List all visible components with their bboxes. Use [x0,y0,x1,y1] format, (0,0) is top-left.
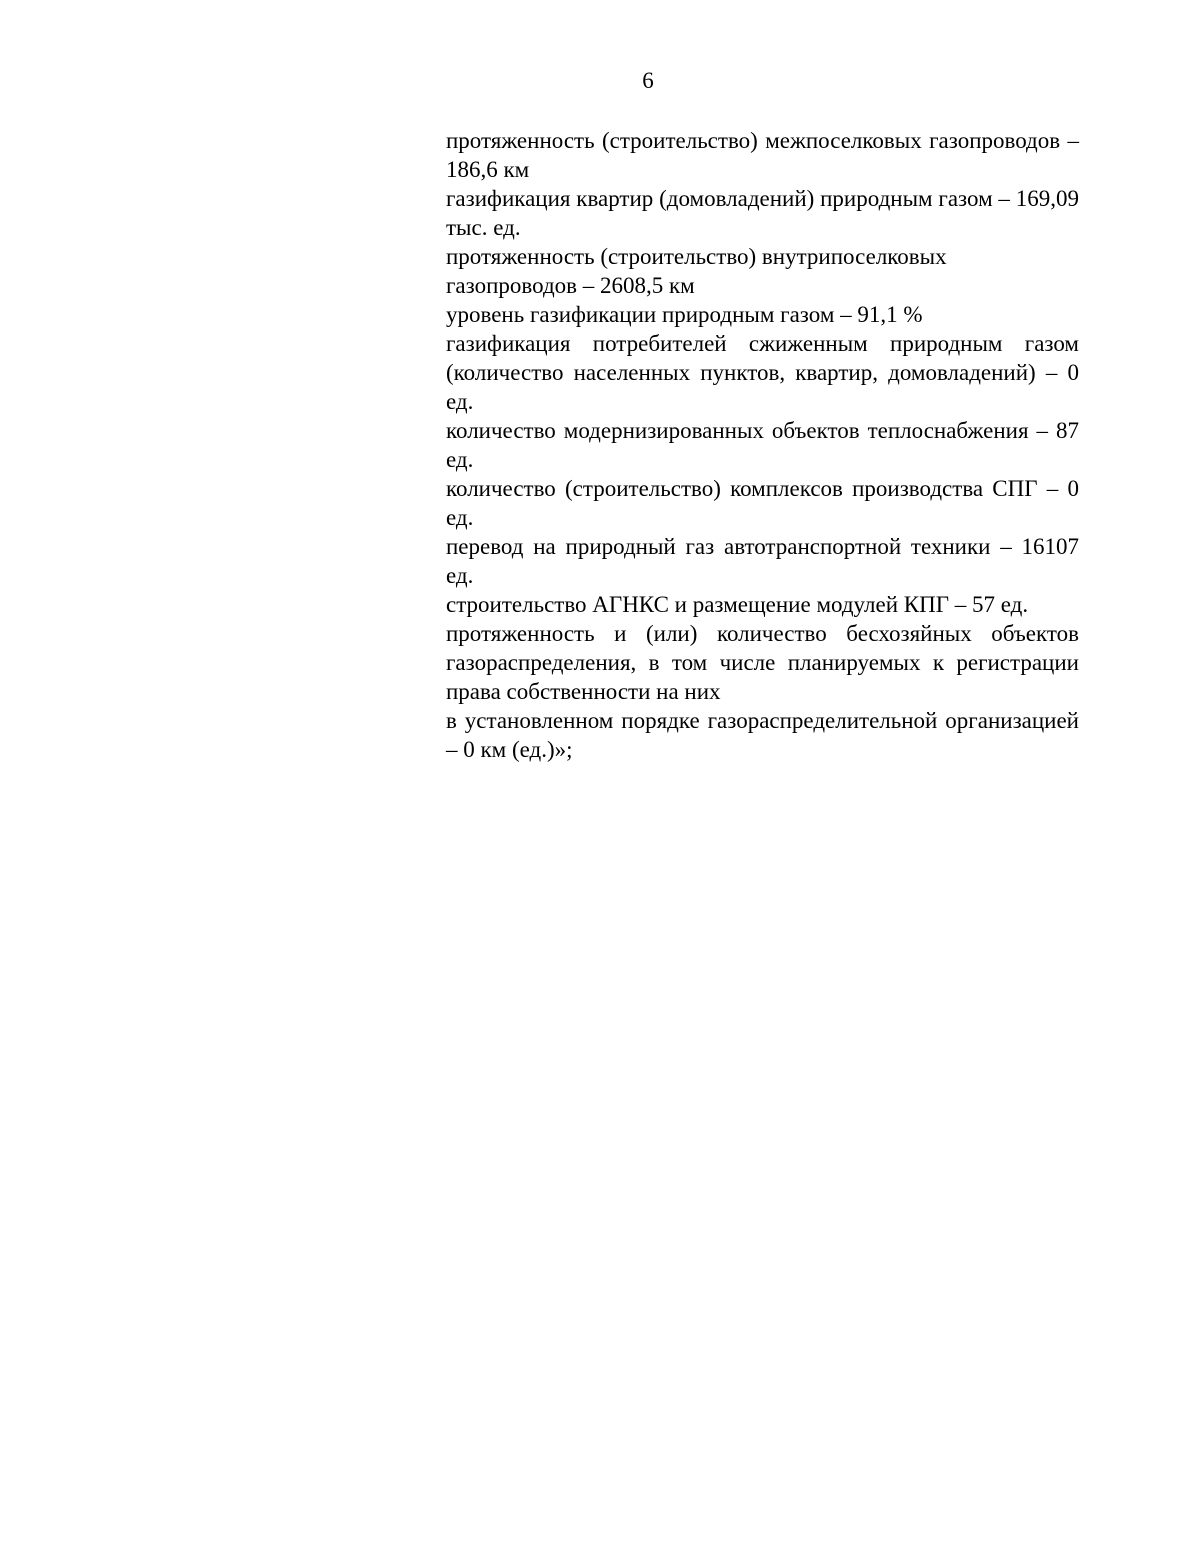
page-number: 6 [642,68,654,93]
paragraph-lng-consumers: газификация потребителей сжиженным природным газом (количество населенных пунктов, квартир, домовладений) – 0 ед. [446,331,1079,414]
paragraph-gas-distribution-org: в установленном порядке газораспределительной организацией – 0 км (ед.)»; [446,708,1079,762]
paragraph-agnks-stations: строительство АГНКС и размещение модулей КПГ – 57 ед. [446,592,1029,617]
paragraph-intervillage-pipelines: протяженность (строительство) межпоселковых газопроводов – 186,6 км [446,128,1079,182]
paragraph-intravillage-pipelines: протяженность (строительство) внутрипоселковых газопроводов – 2608,5 км [446,244,947,298]
paragraph-apartment-gasification: газификация квартир (домовладений) природным газом – 169,09 тыс. ед. [446,186,1079,240]
paragraph-heat-supply-objects: количество модернизированных объектов теплоснабжения – 87 ед. [446,418,1079,472]
paragraph-vehicle-conversion: перевод на природный газ автотранспортной техники – 16107 ед. [446,534,1079,588]
document-body [446,126,1079,764]
paragraph-ownerless-objects: протяженность и (или) количество бесхозяйных объектов газораспределения, в том числе планируемых к регистрации права собственности на них [446,621,1079,704]
paragraph-lng-complexes: количество (строительство) комплексов производства СПГ – 0 ед. [446,476,1079,530]
paragraph-gasification-level: уровень газификации природным газом – 91,1 % [446,302,923,327]
